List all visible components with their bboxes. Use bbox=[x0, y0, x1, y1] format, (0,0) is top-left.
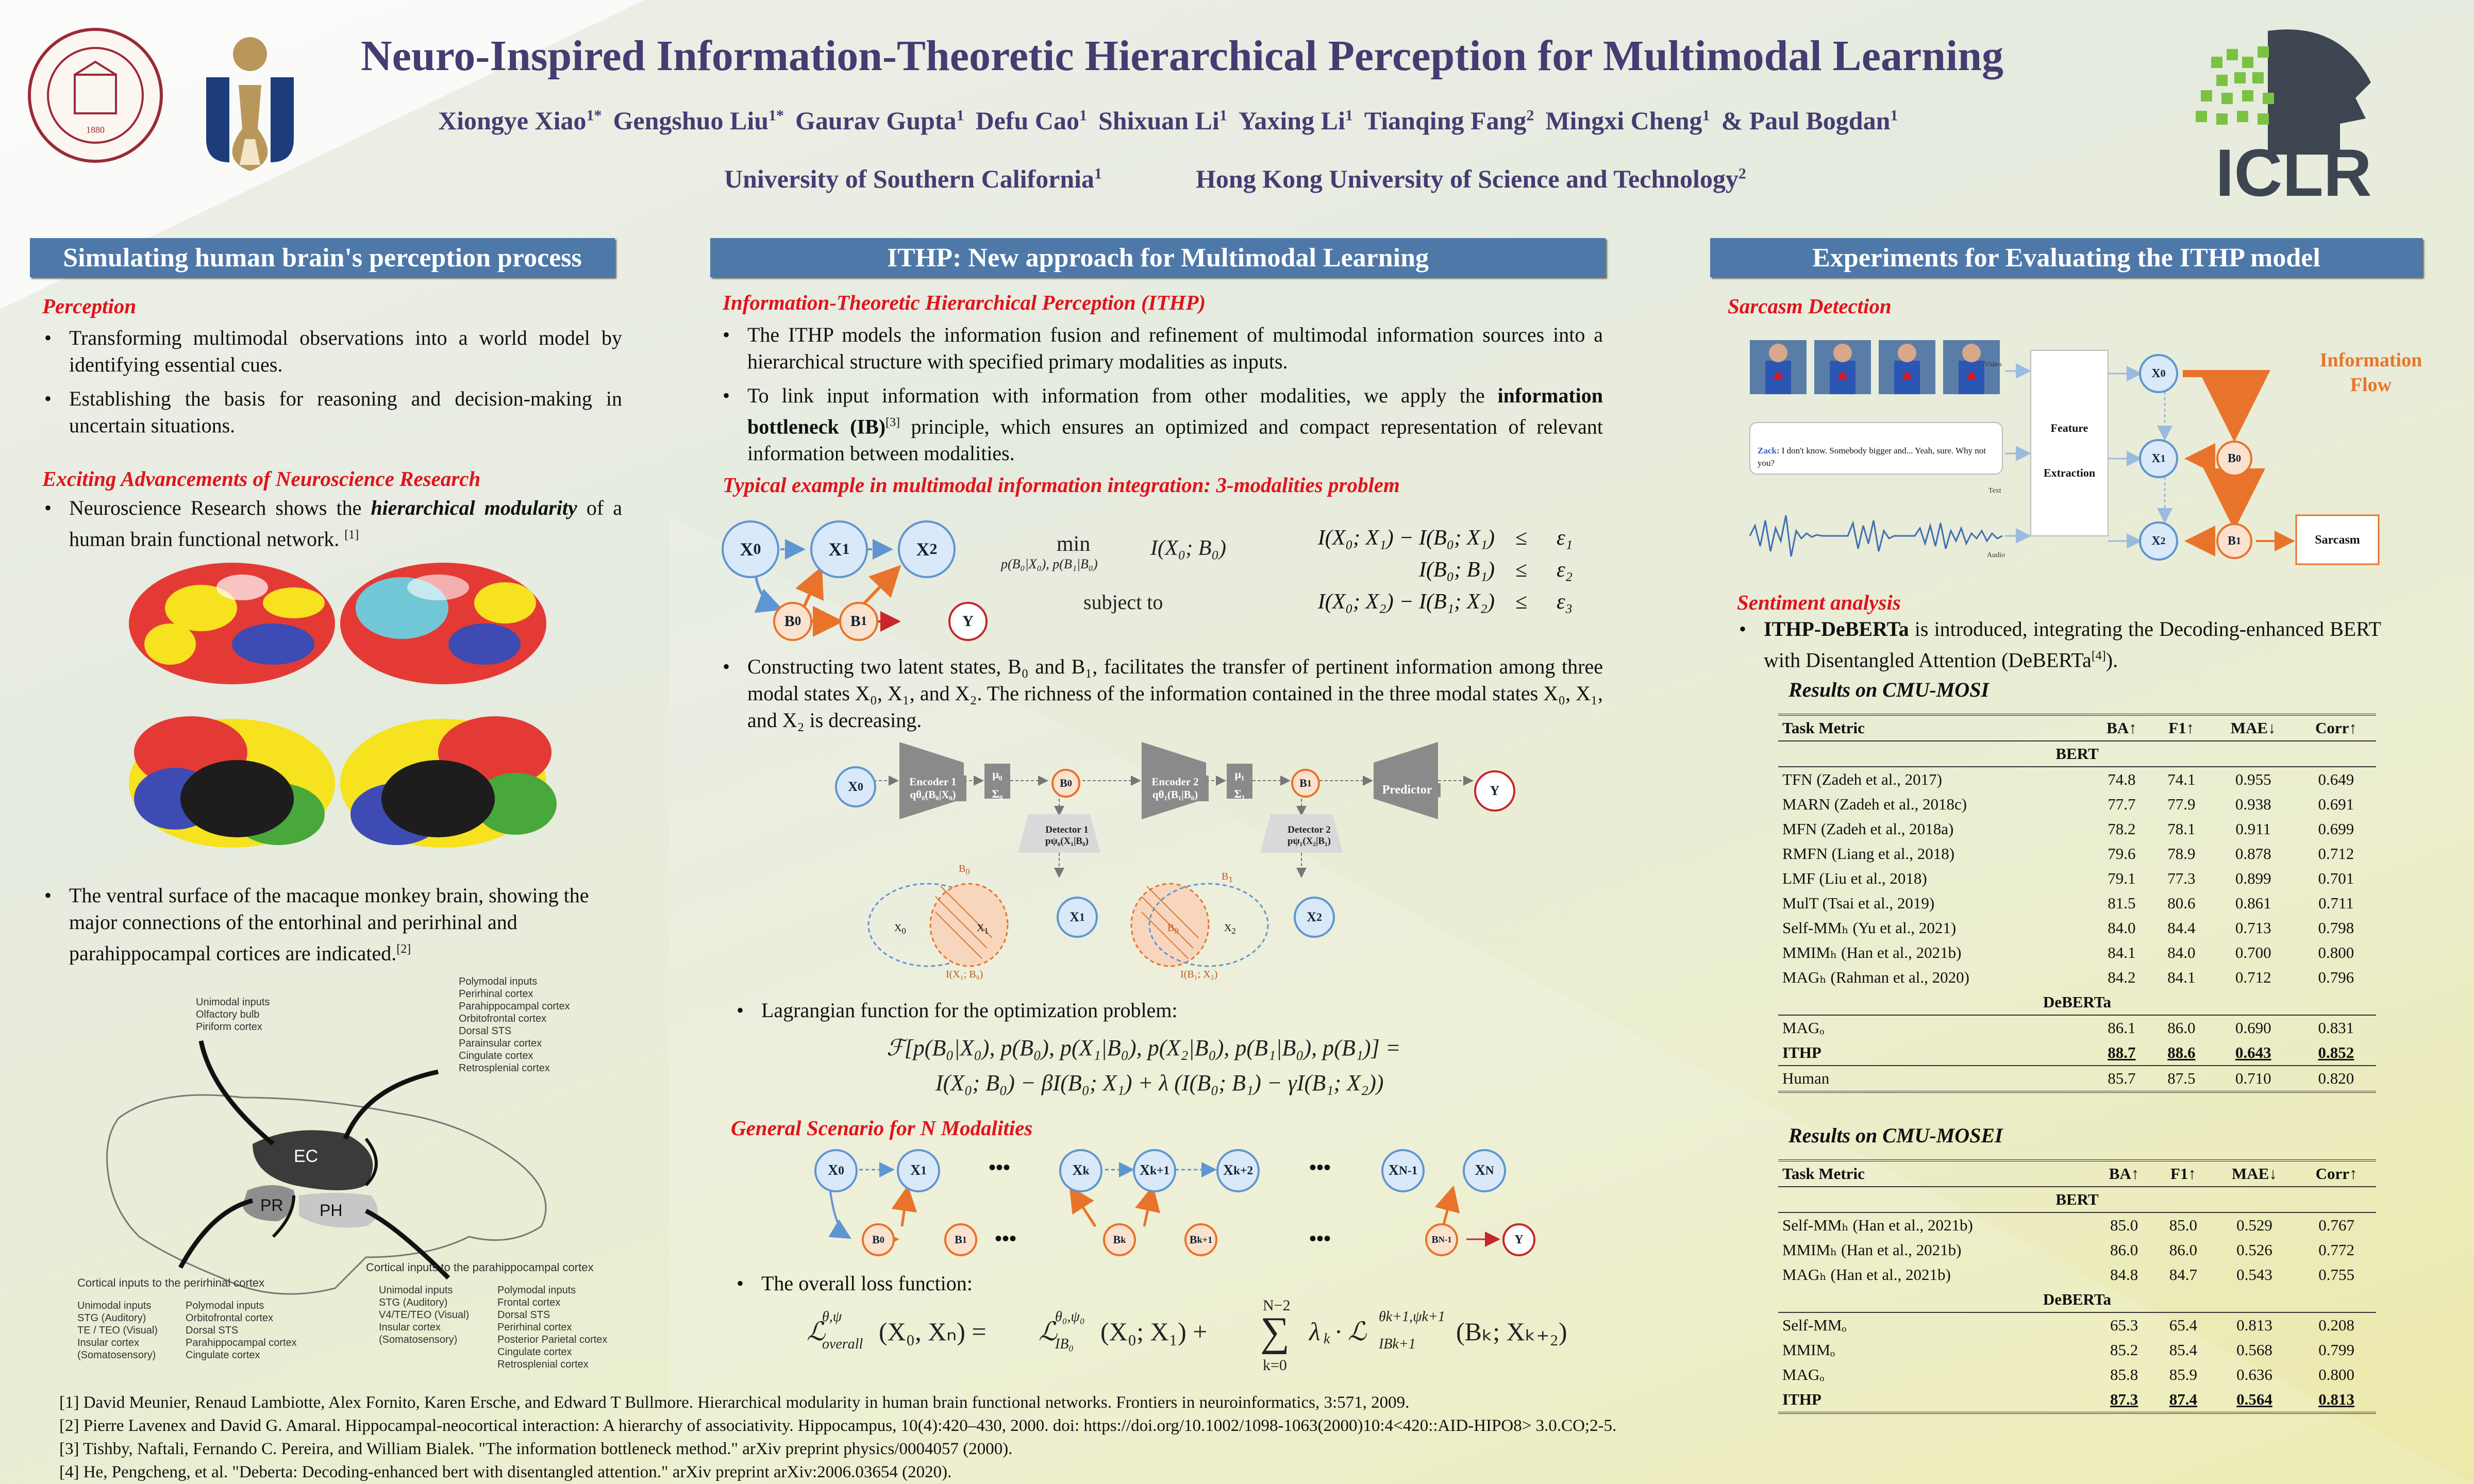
table-header-cell: F1↑ bbox=[2154, 1160, 2212, 1187]
table-cell: 86.0 bbox=[2167, 1019, 2196, 1037]
gen-node-b1: B 1 bbox=[944, 1223, 977, 1256]
gen-node-b0: B 0 bbox=[862, 1223, 895, 1256]
gen-node-xk: X k bbox=[1059, 1149, 1102, 1192]
gen-node-bk1: B k+1 bbox=[1184, 1223, 1217, 1256]
arch-node-b0: B 0 bbox=[1051, 769, 1080, 798]
list-item: • To link input information with information from other modalities, we apply the information bottleneck (IB)[3] principle, which ensures an optimized and compact representation of relevant information between modalities. bbox=[747, 382, 1603, 467]
table-header-cell: MAE↓ bbox=[2212, 1160, 2297, 1187]
table-cell: MMIMₕ (Han et al., 2021b) bbox=[1782, 1241, 1962, 1259]
usc-seal-logo bbox=[26, 26, 165, 165]
feature-label: Feature bbox=[2050, 421, 2088, 434]
diagram-polymodal-top bbox=[459, 975, 570, 1074]
table-cell: 0.649 bbox=[2318, 770, 2354, 788]
list-item: • Transforming multimodal observations into a world model by identifying essential cues. bbox=[69, 325, 622, 378]
table-cell: 0.955 bbox=[2235, 770, 2271, 788]
table-cell: 74.8 bbox=[2108, 770, 2136, 788]
table-cell: 0.799 bbox=[2318, 1341, 2354, 1359]
opt-subscript: p(B₀|X₀), p(B₁|B₀) bbox=[1001, 556, 1098, 571]
table-group-label: BERT bbox=[1778, 741, 2376, 767]
table-cell: 0.938 bbox=[2235, 795, 2271, 813]
table-cell: 85.8 bbox=[2110, 1365, 2138, 1384]
table-cell: 65.3 bbox=[2110, 1316, 2138, 1334]
table-cell: 0.526 bbox=[2236, 1241, 2272, 1259]
gen-node-xn: X N bbox=[1463, 1149, 1506, 1192]
table-row bbox=[1778, 1387, 2376, 1413]
diagram-label-line: Dorsal STS bbox=[459, 1025, 512, 1037]
table-cell: 86.0 bbox=[2169, 1241, 2198, 1259]
table-cell: 0.813 bbox=[2318, 1390, 2354, 1408]
table-row bbox=[1778, 841, 2376, 866]
table-cell: 0.643 bbox=[2235, 1043, 2271, 1061]
author-list bbox=[438, 106, 1909, 136]
video-label: Video bbox=[1984, 361, 2002, 368]
author-name: Yaxing Li$^1$ bbox=[1238, 106, 1353, 135]
table-cell: 77.3 bbox=[2167, 869, 2196, 887]
diagram-label-line: Retrosplenial cortex bbox=[497, 1359, 589, 1370]
lagrangian-line-1: ℱ[p(B₀|X₀), p(B₀), p(X₁|B₀), p(X₂|B₀), p(B₁|B₀), p(B₁)] = bbox=[887, 1035, 1401, 1060]
svg-text:PR: PR bbox=[260, 1196, 283, 1215]
table-row bbox=[1778, 916, 2376, 940]
reference-item: [2] Pierre Lavenex and David G. Amaral. Hippocampal-neocortical interaction: A hierarchy of associativity. Hippocampus, 10(4):420–430, 2000. doi: https://doi.org/10.1002/1098-1063(2000)10:4<420::AID-HIPO8> 3.0.CO;2-5. bbox=[59, 1416, 1617, 1435]
mu1-sigma1: μ₁ Σ₁ bbox=[1234, 768, 1245, 800]
table-cell: 87.5 bbox=[2152, 1066, 2210, 1092]
encoder-1: Encoder 1 qθ₀(B₀|X₀) bbox=[899, 775, 966, 801]
macaque-text: • The ventral surface of the macaque monkey brain, showing the major connections of the entorhinal and perirhinal and parahippocampal cortices are indicated.[2] bbox=[42, 882, 622, 974]
general-scenario-title: General Scenario for N Modalities bbox=[731, 1116, 1033, 1140]
table-cell: 0.899 bbox=[2235, 869, 2271, 887]
table-row bbox=[1778, 1362, 2376, 1387]
table-cell: 84.8 bbox=[2110, 1266, 2138, 1284]
table-row bbox=[1778, 940, 2376, 965]
diagram-label-line: Posterior Parietal cortex bbox=[497, 1334, 608, 1345]
arch-node-x1: X 1 bbox=[1057, 897, 1098, 938]
diagram-label-line: Unimodal inputs bbox=[379, 1285, 453, 1296]
table-header-cell: Corr↑ bbox=[2297, 1160, 2376, 1187]
table-cell: 0.796 bbox=[2318, 968, 2354, 986]
diagram-label-line: Polymodal inputs bbox=[186, 1300, 264, 1311]
table-cell: 0.852 bbox=[2318, 1043, 2354, 1061]
table-cell: 84.1 bbox=[2108, 943, 2136, 962]
table-row bbox=[1778, 1040, 2376, 1066]
table-cell: MAGₕ (Rahman et al., 2020) bbox=[1782, 968, 1969, 986]
table-cell: MFN (Zadeh et al., 2018a) bbox=[1782, 820, 1954, 838]
table-cell: 78.1 bbox=[2167, 820, 2196, 838]
table-cell: 86.0 bbox=[2110, 1241, 2138, 1259]
table-cell: Self-MMₒ bbox=[1782, 1316, 1847, 1334]
table-cell: 78.2 bbox=[2108, 820, 2136, 838]
list-item: • Constructing two latent states, B₀ and B₁, facilitates the transfer of pertinent information among three modal states X₀, X₁, and X₂. The richness of the information contained in the three modal states X₀, X₁, and X₂ is decreasing. bbox=[747, 653, 1603, 734]
subject-to: subject to bbox=[1083, 591, 1163, 614]
table-cell: 0.800 bbox=[2318, 943, 2354, 962]
gen-node-y: Y bbox=[1502, 1223, 1535, 1256]
encoder-2: Encoder 2 qθ₁(B₁|B₀) bbox=[1142, 775, 1209, 801]
gen-node-bn1: B N-1 bbox=[1425, 1223, 1458, 1256]
text-label: Text bbox=[1988, 487, 2001, 495]
brain-modularity-figure bbox=[124, 556, 588, 866]
table-cell: 77.9 bbox=[2167, 795, 2196, 813]
table-cell: MAGₕ (Han et al., 2021b) bbox=[1782, 1266, 1951, 1284]
node-x0: X 0 bbox=[722, 520, 779, 578]
table-row bbox=[1778, 1312, 2376, 1338]
sarc-node-b1: B 1 bbox=[2216, 523, 2252, 559]
diagram-label-line: Perirhinal cortex bbox=[459, 988, 533, 1000]
table-cell: 88.7 bbox=[2108, 1043, 2136, 1061]
latent-states-text bbox=[721, 653, 1603, 741]
table-cell: Self-MMₕ (Han et al., 2021b) bbox=[1782, 1216, 1973, 1234]
node-y: Y bbox=[948, 602, 988, 641]
neuro-text: • Neuroscience Research shows the hierarchical modularity of a human brain functional network. [1] bbox=[42, 495, 622, 560]
diagram-label-line: Cingulate cortex bbox=[497, 1346, 572, 1358]
ithp-title: Information-Theoretic Hierarchical Perception (ITHP) bbox=[723, 291, 1206, 314]
arch-node-b1: B 1 bbox=[1291, 769, 1320, 798]
table-cell: Self-MMₕ (Yu et al., 2021) bbox=[1782, 919, 1957, 937]
table-header-cell: F1↑ bbox=[2152, 715, 2210, 741]
venn-b1-label: $B_1$ bbox=[1222, 871, 1233, 884]
table-header-cell: BA↑ bbox=[2091, 715, 2152, 741]
extraction-label: Extraction bbox=[2043, 466, 2096, 479]
ithp-list bbox=[721, 322, 1603, 474]
diagram-label-line: Orbitofrontal cortex bbox=[186, 1312, 274, 1324]
table-cell: 0.691 bbox=[2318, 795, 2354, 813]
table-cell: 0.713 bbox=[2235, 919, 2271, 937]
table-cell: MMIMₕ (Han et al., 2021b) bbox=[1782, 943, 1962, 962]
table-cell: 0.813 bbox=[2236, 1316, 2272, 1334]
lagrangian-line-2: I(X₀; B₀) − βI(B₀; X₁) + λ (I(B₀; B₁) − γI(B₁; X₂)) bbox=[935, 1070, 1384, 1095]
author-name: Xiongye Xiao$^{1*}$ bbox=[438, 106, 602, 135]
table-cell: 84.1 bbox=[2167, 968, 2196, 986]
sarc-node-x1: X 1 bbox=[2139, 439, 2178, 478]
diagram-label-line: STG (Auditory) bbox=[77, 1312, 146, 1324]
table-cell: Human bbox=[1778, 1066, 2091, 1092]
venn-x2-label: $X_2$ bbox=[1224, 922, 1236, 936]
node-b0: B 0 bbox=[773, 602, 812, 641]
gen-node-x1: X 1 bbox=[897, 1149, 940, 1192]
sarc-node-x2: X 2 bbox=[2139, 521, 2178, 561]
table-cell: ITHP bbox=[1782, 1043, 1821, 1061]
table-row bbox=[1778, 1262, 2376, 1287]
perception-title: Perception bbox=[42, 294, 137, 318]
ellipsis: ••• bbox=[1309, 1156, 1331, 1179]
list-item: • Establishing the basis for reasoning and decision-making in uncertain situations. bbox=[69, 385, 622, 439]
table-cell: 0.772 bbox=[2318, 1241, 2354, 1259]
author-name: Mingxi Cheng$^1$ bbox=[1545, 106, 1710, 135]
table-cell: 0.800 bbox=[2318, 1365, 2354, 1384]
table-cell: 0.712 bbox=[2235, 968, 2271, 986]
table-cell: 0.700 bbox=[2235, 943, 2271, 962]
col3-header: Experiments for Evaluating the ITHP model bbox=[1710, 238, 2422, 277]
perception-list bbox=[42, 325, 622, 446]
list-item: • The ITHP models the information fusion and refinement of multimodal information sources into a hierarchical structure with specified primary modalities as inputs. bbox=[747, 322, 1603, 375]
table-cell: 84.0 bbox=[2108, 919, 2136, 937]
svg-text:PH: PH bbox=[320, 1201, 343, 1220]
table-header-cell: Task Metric bbox=[1778, 715, 2091, 741]
diagram-label-line: Dorsal STS bbox=[497, 1309, 550, 1321]
node-x1: X 1 bbox=[810, 520, 868, 578]
table-cell: 0.798 bbox=[2318, 919, 2354, 937]
table-cell: 0.911 bbox=[2235, 820, 2271, 838]
table-header-cell: BA↑ bbox=[2094, 1160, 2154, 1187]
table-row bbox=[1778, 792, 2376, 817]
table-cell: MMIMₒ bbox=[1782, 1341, 1835, 1359]
table-row bbox=[1778, 891, 2376, 916]
table-header-cell: Corr↑ bbox=[2296, 715, 2376, 741]
table-header-cell: Task Metric bbox=[1778, 1160, 2094, 1187]
table-row bbox=[1778, 817, 2376, 841]
ellipsis: ••• bbox=[1309, 1227, 1331, 1250]
information-flow-label: Information Flow bbox=[2319, 349, 2422, 396]
mu0-sigma0: μ₀ Σ₀ bbox=[992, 768, 1003, 800]
col1-header: Simulating human brain's perception process bbox=[30, 238, 615, 277]
table-cell: 85.0 bbox=[2169, 1216, 2198, 1234]
diagram-label-line: Polymodal inputs bbox=[459, 976, 538, 987]
iclr-logo bbox=[2185, 26, 2407, 201]
typical-example-title: Typical example in multimodal information integration: 3-modalities problem bbox=[723, 473, 1400, 497]
table-cell: 80.6 bbox=[2167, 894, 2196, 912]
gen-node-xn1: X N-1 bbox=[1381, 1149, 1425, 1192]
diagram-label-line: Parahippocampal cortex bbox=[186, 1337, 297, 1348]
table-cell: 0.699 bbox=[2318, 820, 2354, 838]
table-cell: RMFN (Liang et al., 2018) bbox=[1782, 845, 1955, 863]
table-row bbox=[1778, 1238, 2376, 1262]
arch-node-y: Y bbox=[1474, 770, 1515, 812]
table-cell: 0.861 bbox=[2235, 894, 2271, 912]
table-cell: 0.711 bbox=[2318, 894, 2354, 912]
node-x2: X 2 bbox=[898, 520, 956, 578]
mosi-results-table bbox=[1778, 714, 2376, 1093]
col2-header: ITHP: New approach for Multimodal Learning bbox=[710, 238, 1606, 277]
table-cell: 85.2 bbox=[2110, 1341, 2138, 1359]
sarc-node-x0: X 0 bbox=[2139, 354, 2178, 393]
sentiment-title: Sentiment analysis bbox=[1737, 591, 1901, 614]
sentiment-text: • ITHP-DeBERTa is introduced, integrating the Decoding-enhanced BERT with Disentangled Attention (DeBERTa[4]). bbox=[1737, 616, 2381, 681]
opt-min: min bbox=[1057, 532, 1091, 556]
table-cell: 78.9 bbox=[2167, 845, 2196, 863]
node-b1: B 1 bbox=[839, 602, 878, 641]
table-row bbox=[1778, 1015, 2376, 1040]
diagram-label-line: Piriform cortex bbox=[196, 1021, 262, 1033]
table-row bbox=[1778, 1338, 2376, 1362]
hkust-logo bbox=[198, 36, 302, 180]
table-cell: 0.208 bbox=[2318, 1316, 2354, 1334]
author-name: Tianqing Fang$^2$ bbox=[1364, 106, 1534, 135]
predictor: Predictor bbox=[1374, 783, 1441, 797]
author-name: Defu Cao$^1$ bbox=[975, 106, 1087, 135]
table-cell: 0.690 bbox=[2235, 1019, 2271, 1037]
diagram-label-line: Insular cortex bbox=[77, 1337, 140, 1348]
table-row bbox=[1778, 965, 2376, 990]
table-header-cell: MAE↓ bbox=[2211, 715, 2296, 741]
affiliation-usc: University of Southern California$^1$ bbox=[724, 164, 1102, 193]
diagram-label-line: Perirhinal cortex bbox=[497, 1322, 572, 1333]
table-cell: LMF (Liu et al., 2018) bbox=[1782, 869, 1927, 887]
table-cell: 79.1 bbox=[2108, 869, 2136, 887]
table-group-label: BERT bbox=[1778, 1187, 2376, 1212]
table-cell: 0.878 bbox=[2235, 845, 2271, 863]
table-cell: 0.636 bbox=[2236, 1365, 2272, 1384]
neuro-title: Exciting Advancements of Neuroscience Research bbox=[42, 467, 481, 491]
ellipsis: ••• bbox=[989, 1156, 1011, 1179]
table-cell: 85.9 bbox=[2169, 1365, 2198, 1384]
table-row bbox=[1778, 1212, 2376, 1238]
table-cell: 85.0 bbox=[2110, 1216, 2138, 1234]
arch-node-x2: X 2 bbox=[1294, 897, 1335, 938]
diagram-label-line: STG (Auditory) bbox=[379, 1297, 448, 1308]
diagram-label-line: Cingulate cortex bbox=[459, 1050, 533, 1061]
table-cell: MAGₒ bbox=[1782, 1019, 1825, 1037]
table-cell: 86.1 bbox=[2108, 1019, 2136, 1037]
table-cell: 0.755 bbox=[2318, 1266, 2354, 1284]
diagram-label-line: Unimodal inputs bbox=[77, 1300, 152, 1311]
table-cell: 0.701 bbox=[2318, 869, 2354, 887]
detector-2: Detector 2 pψ₁(X₂|B₁) bbox=[1288, 824, 1331, 847]
diagram-para-polymodal bbox=[497, 1284, 607, 1371]
mosei-results-table bbox=[1778, 1159, 2376, 1414]
table-cell: MAGₒ bbox=[1782, 1365, 1825, 1384]
table-cell: 85.4 bbox=[2169, 1341, 2198, 1359]
table-cell: 0.712 bbox=[2318, 845, 2354, 863]
table-cell: TFN (Zadeh et al., 2017) bbox=[1782, 770, 1942, 788]
utterance-text: Zack: I don't know. Somebody bigger and... Yeah, sure. Why not you? bbox=[1758, 446, 1986, 468]
venn-x1-label: $X_1$ bbox=[977, 922, 989, 936]
svg-text:1880: 1880 bbox=[86, 125, 105, 135]
table-cell: 85.7 bbox=[2091, 1066, 2152, 1092]
diagram-label-line: Unimodal inputs bbox=[196, 997, 270, 1008]
mosi-table-title: Results on CMU-MOSI bbox=[1788, 678, 1990, 701]
table-row bbox=[1778, 767, 2376, 792]
diagram-para-unimodal bbox=[379, 1284, 469, 1346]
table-cell: 0.831 bbox=[2318, 1019, 2354, 1037]
diagram-perirhinal-title: Cortical inputs to the perirhinal cortex bbox=[77, 1276, 265, 1289]
table-group-label: DeBERTa bbox=[1778, 990, 2376, 1015]
table-cell: 87.3 bbox=[2110, 1390, 2138, 1408]
venn-x0-label: $X_0$ bbox=[894, 922, 906, 936]
table-cell: 77.7 bbox=[2108, 795, 2136, 813]
gen-node-x0: X 0 bbox=[814, 1149, 858, 1192]
table-cell: ITHP bbox=[1782, 1390, 1821, 1408]
diagram-peri-polymodal bbox=[186, 1300, 297, 1361]
diagram-label-line: Frontal cortex bbox=[497, 1297, 561, 1308]
table-cell: 74.1 bbox=[2167, 770, 2196, 788]
table-cell: 0.820 bbox=[2296, 1066, 2376, 1092]
mosei-table-title: Results on CMU-MOSEI bbox=[1788, 1124, 2003, 1147]
audio-label: Audio bbox=[1987, 551, 2005, 559]
diagram-label-line: TE / TEO (Visual) bbox=[77, 1325, 158, 1336]
table-cell: 79.6 bbox=[2108, 845, 2136, 863]
diagram-label-line: Olfactory bulb bbox=[196, 1009, 260, 1020]
table-cell: 0.564 bbox=[2236, 1390, 2272, 1408]
venn-ib1x2-label: I(B₁; X₂) bbox=[1180, 969, 1218, 980]
diagram-label-line: Polymodal inputs bbox=[497, 1285, 576, 1296]
diagram-label-line: (Somatosensory) bbox=[379, 1334, 458, 1345]
diagram-label-line: Cingulate cortex bbox=[186, 1350, 260, 1361]
reference-item: [3] Tishby, Naftali, Fernando C. Pereira, and William Bialek. "The information bottleneck method." arXiv preprint physics/0004057 (2000). bbox=[59, 1440, 1013, 1458]
opt-objective: I(X₀; B₀) bbox=[1150, 536, 1226, 560]
table-cell: 88.6 bbox=[2167, 1043, 2196, 1061]
lagrangian-intro: • Lagrangian function for the optimization problem: bbox=[734, 997, 1606, 1031]
diagram-label-line: V4/TE/TEO (Visual) bbox=[379, 1309, 470, 1321]
table-cell: 0.568 bbox=[2236, 1341, 2272, 1359]
table-cell: 87.4 bbox=[2169, 1390, 2198, 1408]
diagram-label-line: Parainsular cortex bbox=[459, 1038, 542, 1049]
gen-node-xk2: X k+2 bbox=[1216, 1149, 1260, 1192]
reference-item: [4] He, Pengcheng, et al. "Deberta: Decoding-enhanced bert with disentangled attention." arXiv preprint arXiv:2006.03654 (2020). bbox=[59, 1463, 952, 1481]
table-cell: 84.7 bbox=[2169, 1266, 2198, 1284]
table-row bbox=[1778, 1066, 2376, 1092]
gen-node-xk1: X k+1 bbox=[1133, 1149, 1176, 1192]
diagram-label-line: Dorsal STS bbox=[186, 1325, 239, 1336]
author-name: & Paul Bogdan$^1$ bbox=[1721, 106, 1898, 135]
poster-title: Neuro-Inspired Information-Theoretic Hierarchical Perception for Multimodal Learning bbox=[361, 32, 2004, 80]
author-name: Gengshuo Liu$^{1*}$ bbox=[613, 106, 784, 135]
venn-ix1b0-label: I(X₁; B₀) bbox=[946, 969, 983, 980]
author-name: Gaurav Gupta$^1$ bbox=[795, 106, 964, 135]
diagram-parahippocampal-title: Cortical inputs to the parahippocampal cortex bbox=[366, 1261, 594, 1274]
table-cell: MARN (Zadeh et al., 2018c) bbox=[1782, 795, 1967, 813]
author-name: Shixuan Li$^1$ bbox=[1098, 106, 1227, 135]
table-cell: 84.4 bbox=[2167, 919, 2196, 937]
loss-intro: • The overall loss function: bbox=[734, 1270, 1606, 1304]
diagram-unimodal-top bbox=[196, 996, 270, 1033]
table-cell: 0.710 bbox=[2211, 1066, 2296, 1092]
table-cell: 84.0 bbox=[2167, 943, 2196, 962]
venn-b0-label: $B_0$ bbox=[959, 863, 970, 876]
ellipsis: ••• bbox=[995, 1227, 1017, 1250]
svg-text:ICLR: ICLR bbox=[2215, 135, 2372, 201]
arch-node-x0: X 0 bbox=[835, 766, 876, 807]
table-cell: 81.5 bbox=[2108, 894, 2136, 912]
diagram-peri-unimodal bbox=[77, 1300, 158, 1361]
reference-item: [1] David Meunier, Renaud Lambiotte, Alex Fornito, Karen Ersche, and Edward T Bullmore. Hierarchical modularity in human brain functional networks. Frontiers in neuroinformatics, 3:571, 2009. bbox=[59, 1393, 1410, 1412]
table-group-label: DeBERTa bbox=[1778, 1287, 2376, 1312]
table-cell: 0.543 bbox=[2236, 1266, 2272, 1284]
table-cell: 0.529 bbox=[2236, 1216, 2272, 1234]
diagram-label-line: Parahippocampal cortex bbox=[459, 1001, 570, 1012]
table-cell: MulT (Tsai et al., 2019) bbox=[1782, 894, 1935, 912]
table-cell: 65.4 bbox=[2169, 1316, 2198, 1334]
table-cell: 84.2 bbox=[2108, 968, 2136, 986]
table-row bbox=[1778, 866, 2376, 891]
sarcasm-output: Sarcasm bbox=[2315, 533, 2360, 547]
table-cell: 0.767 bbox=[2318, 1216, 2354, 1234]
svg-text:EC: EC bbox=[294, 1146, 319, 1166]
diagram-label-line: Insular cortex bbox=[379, 1322, 441, 1333]
affiliation-hkust: Hong Kong University of Science and Technology$^2$ bbox=[1196, 164, 1746, 193]
diagram-label-line: Orbitofrontal cortex bbox=[459, 1013, 547, 1024]
sarcasm-title: Sarcasm Detection bbox=[1728, 294, 1892, 318]
venn-b0-label-2: $B_0$ bbox=[1167, 922, 1179, 936]
references bbox=[59, 1391, 1616, 1484]
detector-1: Detector 1 pψ₀(X₁|B₀) bbox=[1045, 824, 1089, 847]
diagram-label-line: Retrosplenial cortex bbox=[459, 1063, 550, 1074]
diagram-label-line: (Somatosensory) bbox=[77, 1350, 156, 1361]
gen-node-bk: B k bbox=[1103, 1223, 1136, 1256]
sarc-node-b0: B 0 bbox=[2216, 441, 2252, 477]
